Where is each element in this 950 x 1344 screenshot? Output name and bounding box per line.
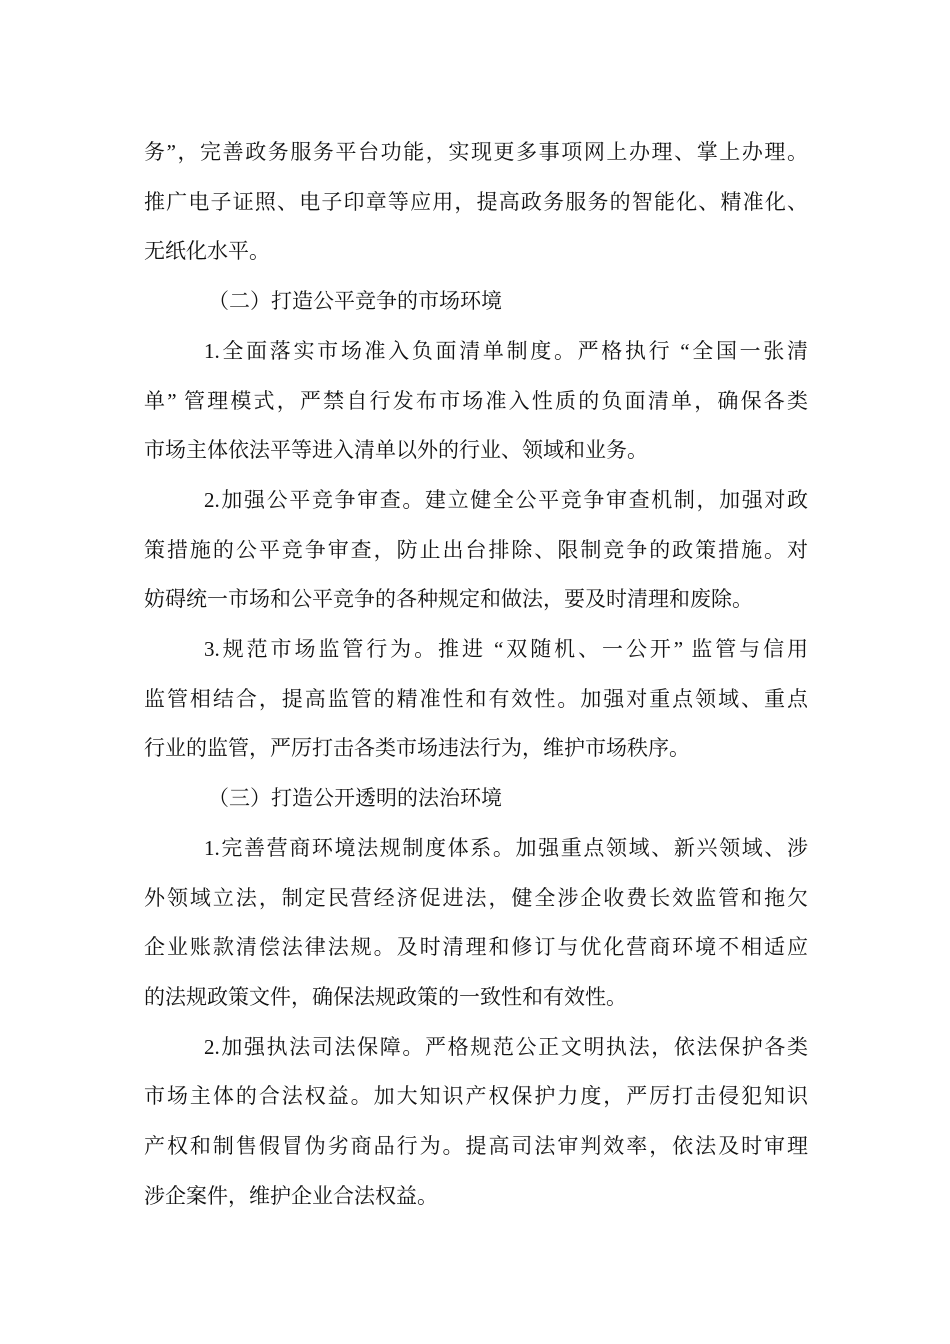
text-line: 外领域立法，制定民营经济促进法，健全涉企收费长效监管和拖欠 bbox=[144, 885, 808, 910]
text-line: 企业账款清偿法律法规。及时清理和修订与优化营商环境不相适应 bbox=[144, 935, 808, 960]
text-line: 务”，完善政务服务平台功能，实现更多事项网上办理、掌上办理。 bbox=[144, 140, 808, 164]
text-line: 妨碍统一市场和公平竞争的各种规定和做法，要及时清理和废除。 bbox=[144, 587, 753, 612]
text-line: 产权和制售假冒伪劣商品行为。提高司法审判效率，依法及时审理 bbox=[144, 1134, 808, 1158]
text-line: 3.规范市场监管行为。推进 “双随机、一公开” 监管与信用 bbox=[204, 637, 808, 661]
text-line: 1.全面落实市场准入负面清单制度。严格执行 “全国一张清 bbox=[204, 338, 808, 363]
text-line: 2.加强公平竞争审查。建立健全公平竞争审查机制，加强对政 bbox=[204, 487, 808, 512]
text-line: 2.加强执法司法保障。严格规范公正文明执法，依法保护各类 bbox=[204, 1034, 808, 1059]
text-line: 监管相结合，提高监管的精准性和有效性。加强对重点领域、重点 bbox=[144, 686, 808, 711]
text-line: 无纸化水平。 bbox=[144, 239, 270, 264]
text-line: 单” 管理模式，严禁自行发布市场准入性质的负面清单，确保各类 bbox=[144, 388, 808, 413]
text-line: 市场主体的合法权益。加大知识产权保护力度，严厉打击侵犯知识 bbox=[144, 1084, 808, 1109]
text-line: 市场主体依法平等进入清单以外的行业、领域和业务。 bbox=[144, 438, 648, 463]
text-line: 推广电子证照、电子印章等应用，提高政务服务的智能化、精准化、 bbox=[144, 189, 808, 214]
text-line: 涉企案件，维护企业合法权益。 bbox=[144, 1183, 438, 1208]
text-line: 1.完善营商环境法规制度体系。加强重点领域、新兴领域、涉 bbox=[204, 835, 808, 860]
text-line: 行业的监管，严厉打击各类市场违法行为，维护市场秩序。 bbox=[144, 736, 690, 761]
text-line: （二）打造公平竞争的市场环境 bbox=[208, 289, 502, 314]
text-line: 的法规政策文件，确保法规政策的一致性和有效性。 bbox=[144, 984, 627, 1009]
text-line: 策措施的公平竞争审查，防止出台排除、限制竞争的政策措施。对 bbox=[144, 537, 808, 562]
text-line: （三）打造公开透明的法治环境 bbox=[208, 786, 502, 811]
